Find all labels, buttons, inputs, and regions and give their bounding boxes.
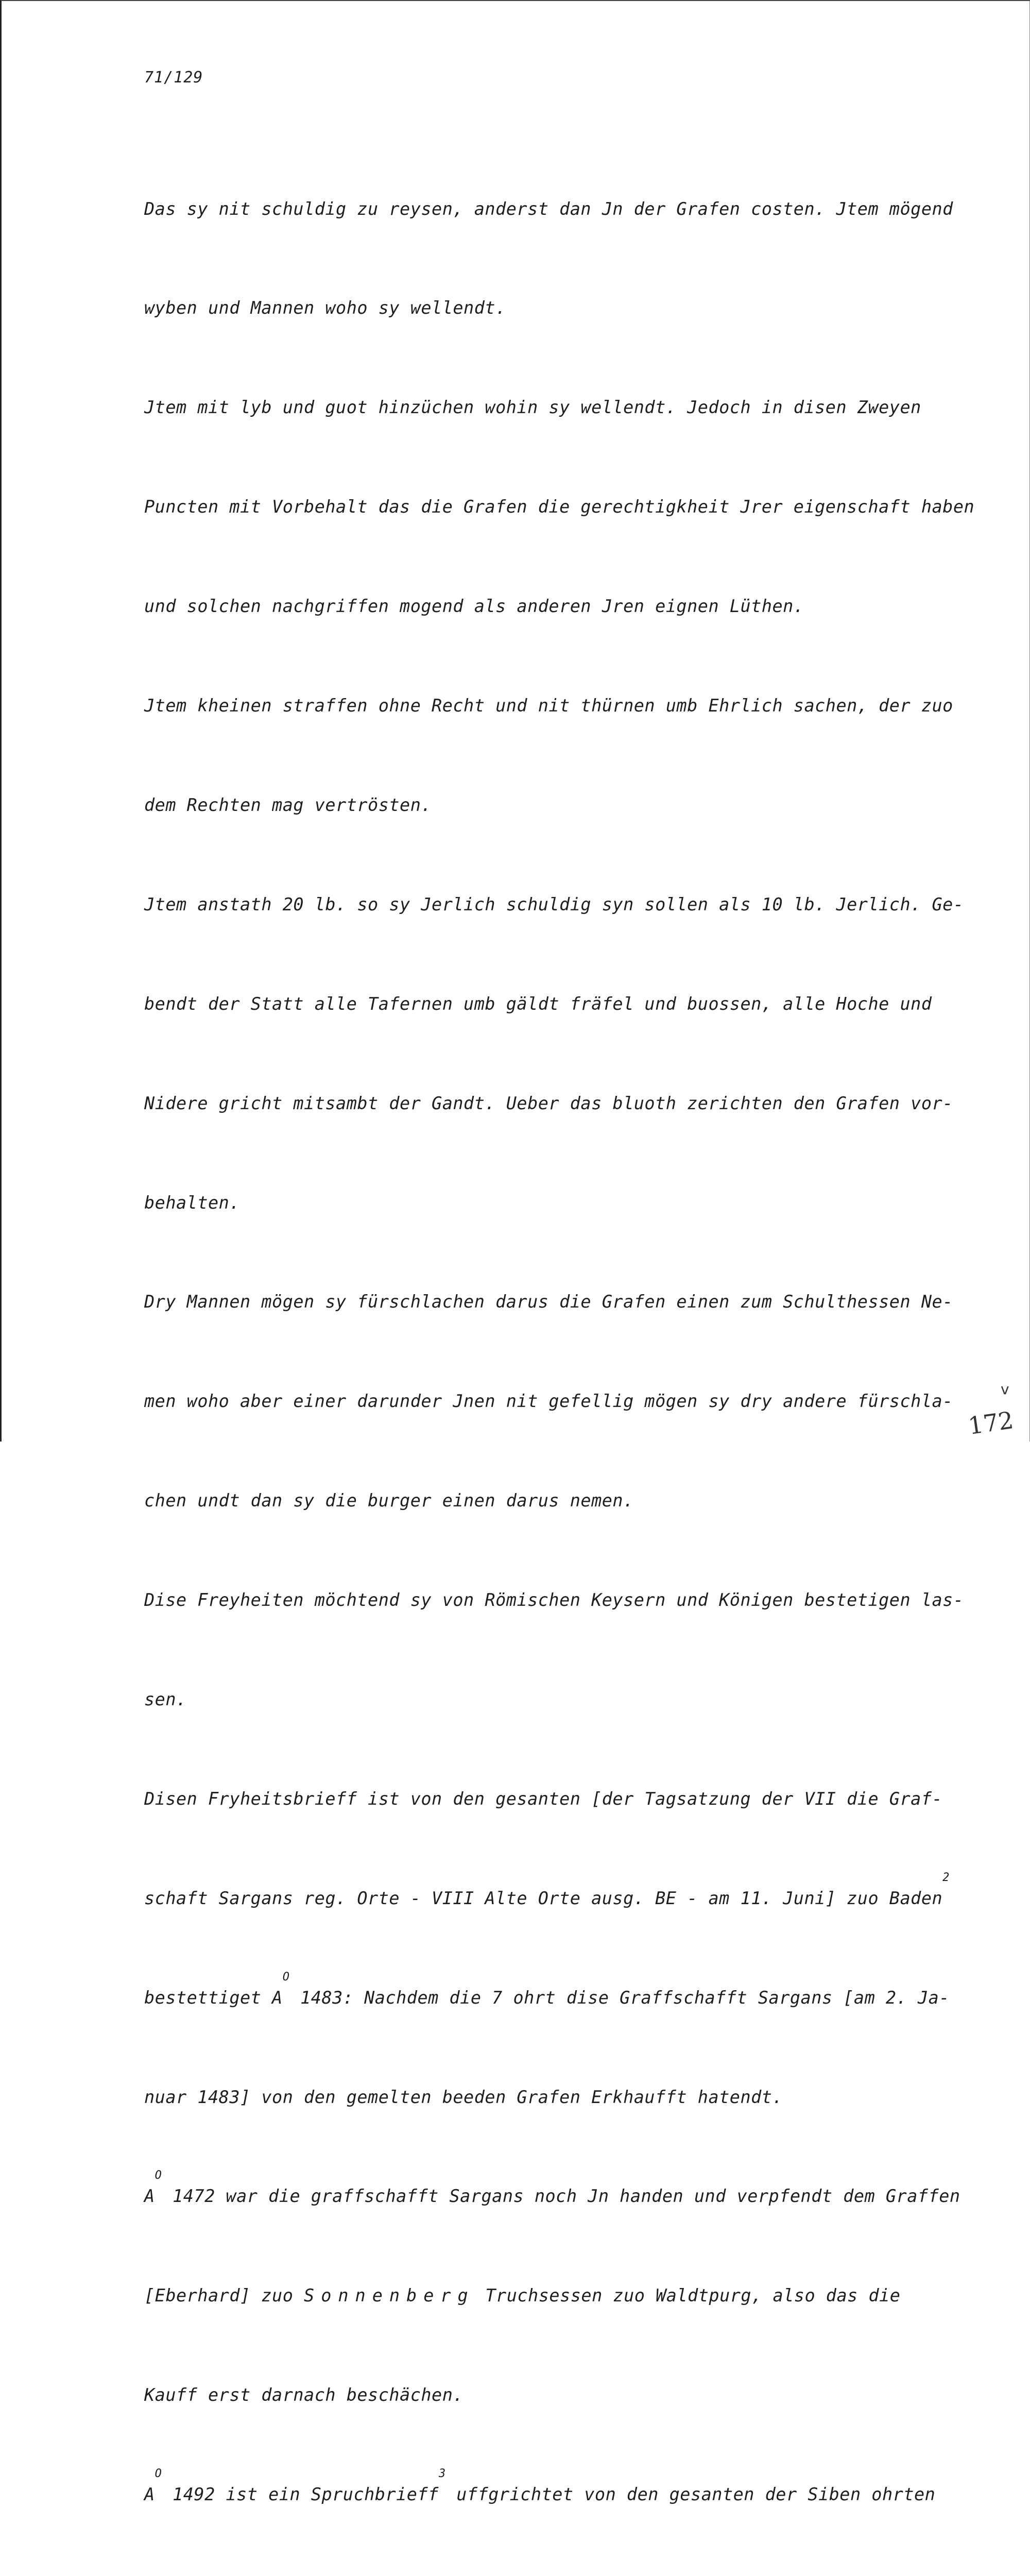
text-line: men woho aber einer darunder Jnen nit gefellig mögen sy dry andere fürschla- — [144, 1391, 953, 1412]
text-segment: bestettiget A — [144, 1987, 283, 2008]
text-segment: [Eberhard] zuo — [144, 2285, 304, 2306]
folio-number: 172 — [966, 1406, 1016, 1440]
text-line: Jtem anstath 20 lb. so sy Jerlich schuldig syn sollen als 10 lb. Jerlich. Ge- — [144, 894, 964, 914]
footnote-marker: 2 — [942, 1871, 950, 1884]
text-line: dem Rechten mag vertrösten. — [144, 794, 432, 815]
text-segment: 1483: Nachdem die 7 ohrt dise Graffschafft Sargans [am 2. Ja- — [289, 1987, 950, 2008]
footnote-marker: 3 — [438, 2467, 446, 2481]
text-line — [144, 1970, 958, 2014]
superscript-o: O — [154, 2467, 162, 2481]
text-segment: 1492 ist ein Spruchbrieff — [162, 2484, 439, 2505]
superscript-o: O — [282, 1970, 290, 1984]
text-line: Nidere gricht mitsambt der Gandt. Ueber das bluoth zerichten den Grafen vor- — [144, 1093, 953, 1113]
text-line: sen. — [144, 1689, 187, 1709]
text-line: Das sy nit schuldig zu reysen, anderst dan Jn der Grafen costen. Jtem mögend — [144, 198, 953, 219]
text-line: nuar 1483] von den gemelten beeden Grafen Erkhaufft hatendt. — [144, 2087, 783, 2107]
text-line: Dise Freyheiten möchtend sy von Römischen Keysern und Königen bestetigen las- — [144, 1590, 964, 1611]
text-segment: uffgrichtet von den gesanten der Siben ohrten — [445, 2484, 936, 2505]
text-line: Dry Mannen mögen sy fürschlachen darus die Grafen einen zum Schulthessen Ne- — [144, 1292, 953, 1312]
text-line: Kauff erst darnach beschächen. — [144, 2385, 464, 2405]
spaced-name: Sonnenberg — [304, 2285, 475, 2306]
text-line: Jtem mit lyb und guot hinzüchen wohin sy wellendt. Jedoch in disen Zweyen — [144, 397, 921, 418]
text-line: Puncten mit Vorbehalt das die Grafen die gerechtigkheit Jrer eigenschaft haben — [144, 497, 975, 517]
text-line: behalten. — [144, 1192, 241, 1213]
text-line: Jtem kheinen straffen ohne Recht und nit thürnen umb Ehrlich sachen, der zuo — [144, 696, 953, 716]
text-line — [144, 1871, 958, 1915]
text-segment: A — [144, 2186, 155, 2207]
text-line: wyben und Mannen woho sy wellendt. — [144, 298, 506, 318]
document-body — [144, 126, 975, 2576]
text-line: Disen Fryheitsbrieff ist von den gesanten [der Tagsatzung der VII die Graf- — [144, 1788, 943, 1809]
text-segment: schaft Sargans reg. Orte - VIII Alte Orte ausg. BE - am 11. Juni] zuo Baden — [144, 1888, 943, 1908]
folio-mark: v — [1001, 1381, 1009, 1398]
text-segment: A — [144, 2484, 155, 2505]
text-segment: 1472 war die graffschafft Sargans noch Jn handen und verpfendt dem Graffen — [162, 2186, 960, 2207]
text-segment: Truchsessen zuo Waldtpurg, also das die — [474, 2285, 901, 2306]
text-line — [144, 2279, 958, 2312]
page-number: 71/129 — [144, 69, 203, 87]
text-line — [144, 2467, 958, 2511]
text-line — [144, 2169, 960, 2213]
text-line: bendt der Statt alle Tafernen umb gäldt fräfel und buossen, alle Hoche und — [144, 993, 932, 1014]
superscript-o: O — [154, 2169, 162, 2182]
text-line: und solchen nachgriffen mogend als anderen Jren eignen Lüthen. — [144, 596, 804, 617]
text-line: chen undt dan sy die burger einen darus nemen. — [144, 1490, 634, 1511]
